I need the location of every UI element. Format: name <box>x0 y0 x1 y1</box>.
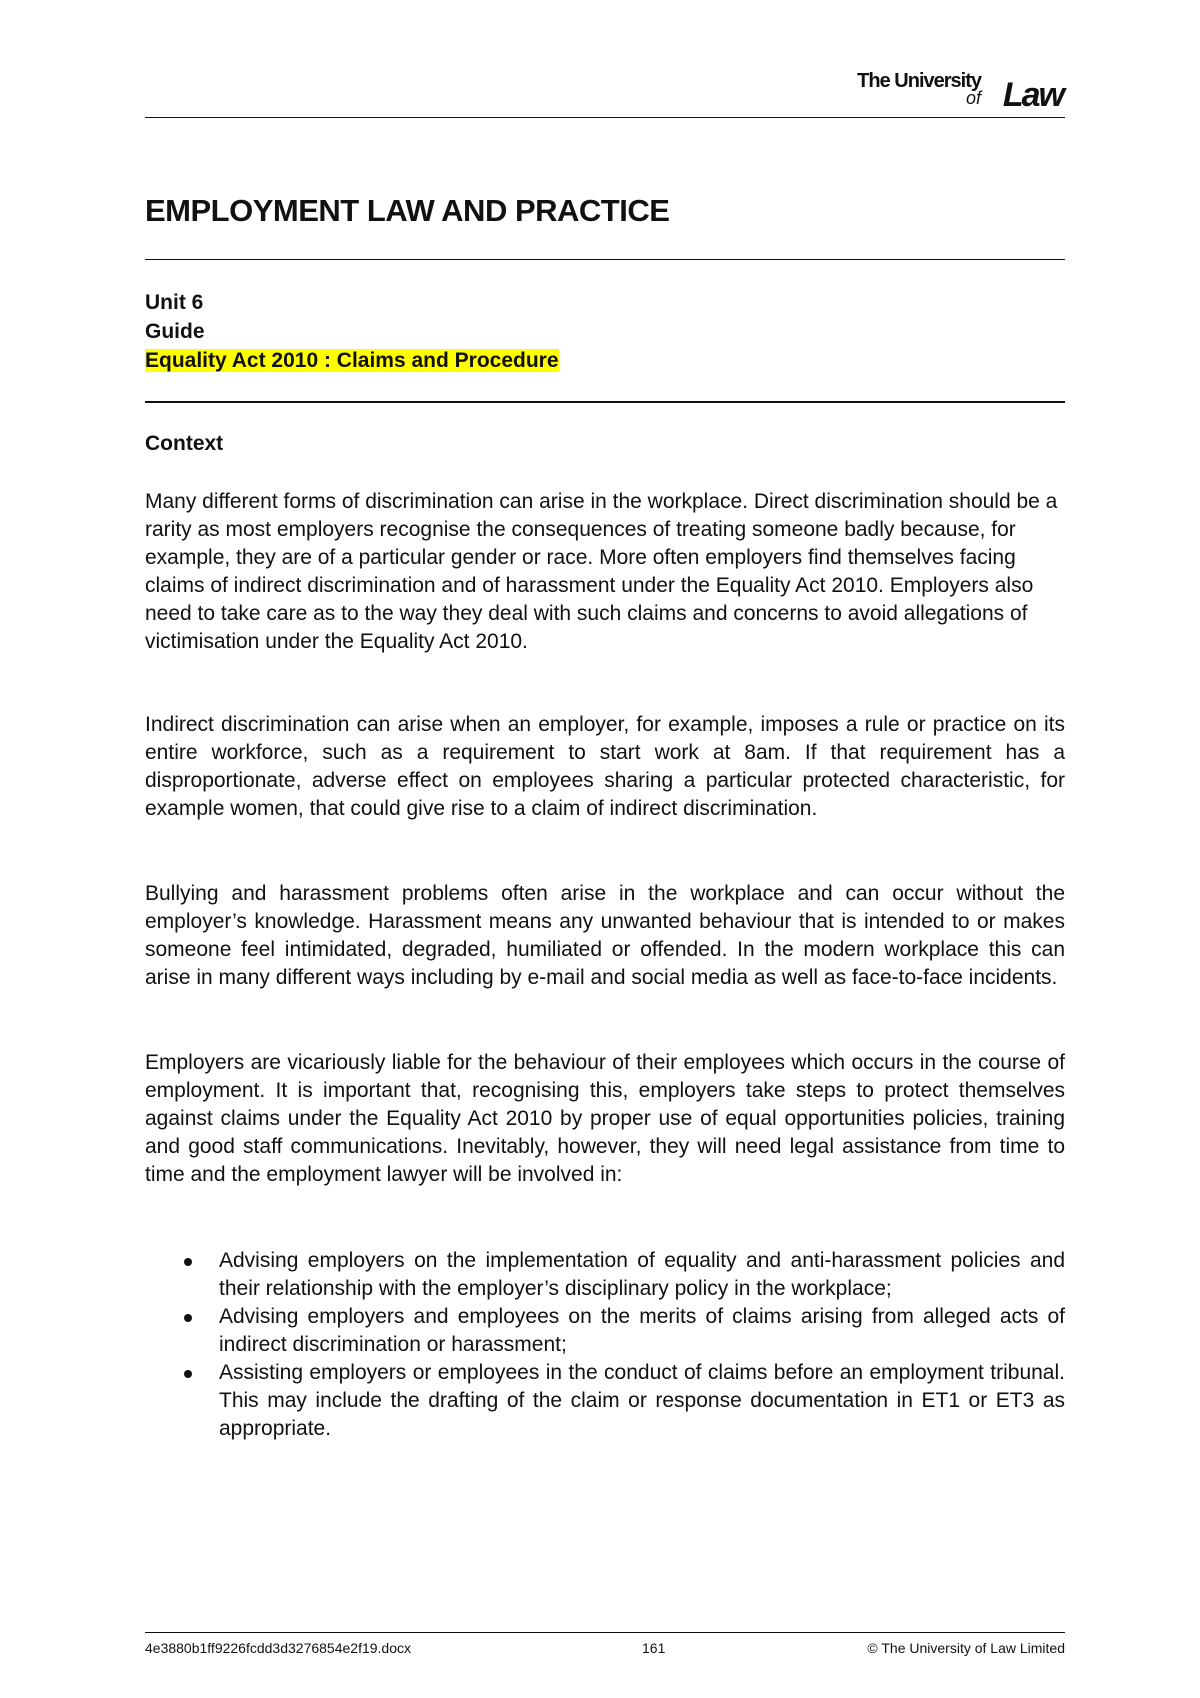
page-footer <box>145 1640 1065 1660</box>
section-heading-context: Context <box>145 432 224 455</box>
logo-line-2-large: Law <box>1002 76 1063 114</box>
paragraph-2: Indirect discrimination can arise when an employer, for example, imposes a rule or practice on its entire workforce, such as a requirement to start work at 8am. If that requirement has a disproportionate, adverse effect on employees sharing a particular protected characteristic, for example women, that could give rise to a claim of indirect discrimination. <box>145 713 1065 820</box>
university-logo <box>853 70 1063 114</box>
logo-line-2-small: of <box>965 88 981 108</box>
subtitle-divider <box>145 401 1065 403</box>
paragraph-4: Employers are vicariously liable for the behaviour of their employees which occurs in the course of employment. It is important that, recognising this, employers take steps to protect themselves against claims under the Equality Act 2010 by proper use of equal opportunities policies, training and good staff communications. Inevitably, however, they will need legal assistance from time to time and the employment lawyer will be involved in: <box>145 1051 1065 1186</box>
logo-line-1: The University <box>857 70 981 92</box>
document-title: EMPLOYMENT LAW AND PRACTICE <box>145 193 670 228</box>
guide-label: Guide <box>145 320 205 343</box>
bullet-icon <box>184 1314 192 1322</box>
list-item <box>145 1247 1065 1303</box>
document-subtitle: Equality Act 2010 : Claims and Procedure <box>145 349 559 372</box>
header-divider <box>145 117 1065 118</box>
footer-divider <box>145 1632 1065 1633</box>
footer-page-number: 161 <box>642 1640 666 1656</box>
bullet-icon <box>184 1370 192 1378</box>
paragraph-1: Many different forms of discrimination can arise in the workplace. Direct discrimination should be a rarity as most employers recognise the consequences of treating someone badly because, for example, they are of a particular gender or race. More often employers find themselves facing claims of indirect discrimination and of harassment under the Equality Act 2010. Employers also need to take care as to the way they deal with such claims and concerns to avoid allegations of victimisation under the Equality Act 2010. <box>145 490 1058 653</box>
involvement-list <box>145 1247 1065 1443</box>
list-item-text: Advising employers on the implementation of equality and anti-harassment policies and their relationship with the employer’s disciplinary policy in the workplace; <box>219 1249 1065 1300</box>
footer-filename: 4e3880b1ff9226fcdd3d3276854e2f19.docx <box>145 1640 411 1656</box>
unit-number: Unit 6 <box>145 291 204 314</box>
list-item-text: Assisting employers or employees in the conduct of claims before an employment tribunal. This may include the drafting of the claim or response documentation in ET1 or ET3 as appropriate. <box>219 1361 1065 1440</box>
list-item <box>145 1303 1065 1359</box>
paragraph-3: Bullying and harassment problems often arise in the workplace and can occur without the employer’s knowledge. Harassment means any unwanted behaviour that is intended to or makes someone feel intimidated, degraded, humiliated or offended. In the modern workplace this can arise in many different ways including by e-mail and social media as well as face-to-face incidents. <box>145 882 1065 989</box>
list-item-text: Advising employers and employees on the merits of claims arising from alleged acts of indirect discrimination or harassment; <box>219 1305 1065 1356</box>
title-divider <box>145 259 1065 260</box>
footer-copyright: © The University of Law Limited <box>867 1640 1065 1656</box>
bullet-icon <box>184 1258 192 1266</box>
list-item <box>145 1359 1065 1443</box>
unit-info <box>145 288 559 375</box>
